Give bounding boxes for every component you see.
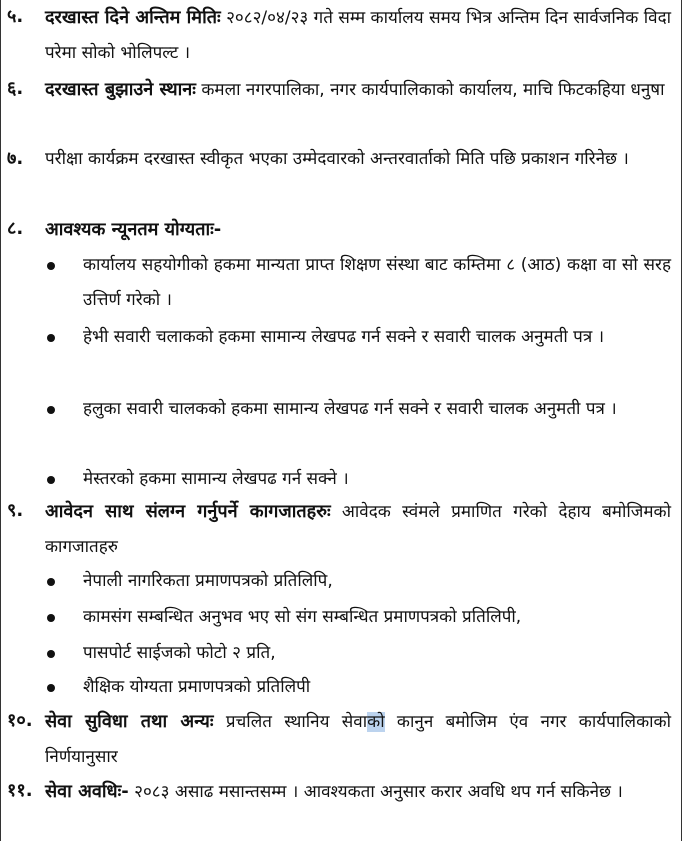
- bullet-icon: [47, 334, 55, 342]
- section-number: ८.: [7, 218, 24, 239]
- list-item-text: कार्यालय सहयोगीको हकमा मान्यता प्राप्त शिक्षण संस्था बाट कम्तिमा ८ (आठ) कक्षा वा सो सरह उत्तिर्ण गरेको ।: [83, 255, 671, 310]
- section-text: आवेदक स्वंमले प्रमाणित गरेको देहाय बमोजिमको कागजातहरु: [45, 502, 671, 557]
- section-number: ५.: [7, 6, 24, 27]
- section-title: आवश्यक न्यूनतम योग्यताः-: [45, 219, 222, 240]
- section-body: [45, 142, 671, 177]
- section-text: प्रचलित स्थानिय सेवा: [213, 712, 368, 732]
- bullet-icon: [47, 476, 55, 484]
- section-number: ११.: [7, 780, 33, 801]
- section-title: आवेदन साथ संलग्न गर्नुपर्ने कागजातहरुः: [45, 501, 331, 522]
- list-item-text: शैक्षिक योग्यता प्रमाणपत्रको प्रतिलिपी: [83, 677, 311, 697]
- bullet-icon: [47, 684, 55, 692]
- section-body: [45, 72, 671, 108]
- section-title: सेवा सुविधा तथा अन्यः: [45, 711, 214, 732]
- section-title: दरखास्त दिने अन्तिम मितिः: [45, 7, 221, 28]
- section-title: सेवा अवधिः-: [45, 781, 129, 802]
- list-item-text: नेपाली नागरिकता प्रमाणपत्रको प्रतिलिपि,: [83, 571, 333, 591]
- list-item-text: हलुका सवारी चालकको हकमा सामान्य लेखपढ गर्न सक्ने र सवारी चालक अनुमती पत्र ।: [83, 399, 617, 419]
- bullet-icon: [47, 262, 55, 270]
- list-item-text: मेस्तरको हकमा सामान्य लेखपढ गर्न सक्ने ।: [83, 469, 349, 489]
- highlighted-text: को: [367, 712, 385, 732]
- bullet-icon: [47, 578, 55, 586]
- section-title: दरखास्त बुझाउने स्थानः: [45, 79, 196, 100]
- section-body: [45, 212, 671, 248]
- section-number: १०.: [7, 710, 33, 731]
- section-body: [45, 0, 671, 71]
- section-text: परीक्षा कार्यक्रम दरखास्त स्वीकृत भएका उम्मेदवारको अन्तरवार्ताको मिति पछि प्रकाशन गरिनेछ ।: [45, 149, 629, 169]
- list-item-text: हेभी सवारी चलाकको हकमा सामान्य लेखपढ गर्न सक्ने र सवारी चालक अनुमती पत्र ।: [83, 327, 605, 347]
- section-text: २०८२/०४/२३ गते सम्म कार्यालय समय भित्र अन्तिम दिन सार्वजनिक विदा परेमा सोको भोलिपल्ट ।: [45, 8, 671, 63]
- bullet-icon: [47, 406, 55, 414]
- section-text: कानुन बमोजिम एंव नगर कार्यपालिकाको निर्णयानुसार: [45, 712, 672, 767]
- bullet-icon: [47, 614, 55, 622]
- section-body: [45, 494, 671, 565]
- list-item-text: पासपोर्ट साईजको फोटो २ प्रति,: [83, 643, 276, 663]
- section-number: ६.: [7, 78, 24, 99]
- section-number: ९.: [7, 500, 24, 521]
- section-text: कमला नगरपालिका, नगर कार्यपालिकाको कार्यालय, माचि फिटकहिया धनुषा: [195, 80, 665, 100]
- section-number: ७.: [7, 148, 24, 169]
- list-item-text: कामसंग सम्बन्धित अनुभव भए सो संग सम्बन्धित प्रमाणपत्रको प्रतिलिपी,: [83, 607, 522, 627]
- section-text: २०८३ असाढ मसान्तसम्म । आवश्यकता अनुसार करार अवधि थप गर्न सकिनेछ ।: [128, 782, 623, 802]
- section-body: [45, 704, 671, 775]
- section-body: [45, 774, 671, 810]
- bullet-icon: [47, 650, 55, 658]
